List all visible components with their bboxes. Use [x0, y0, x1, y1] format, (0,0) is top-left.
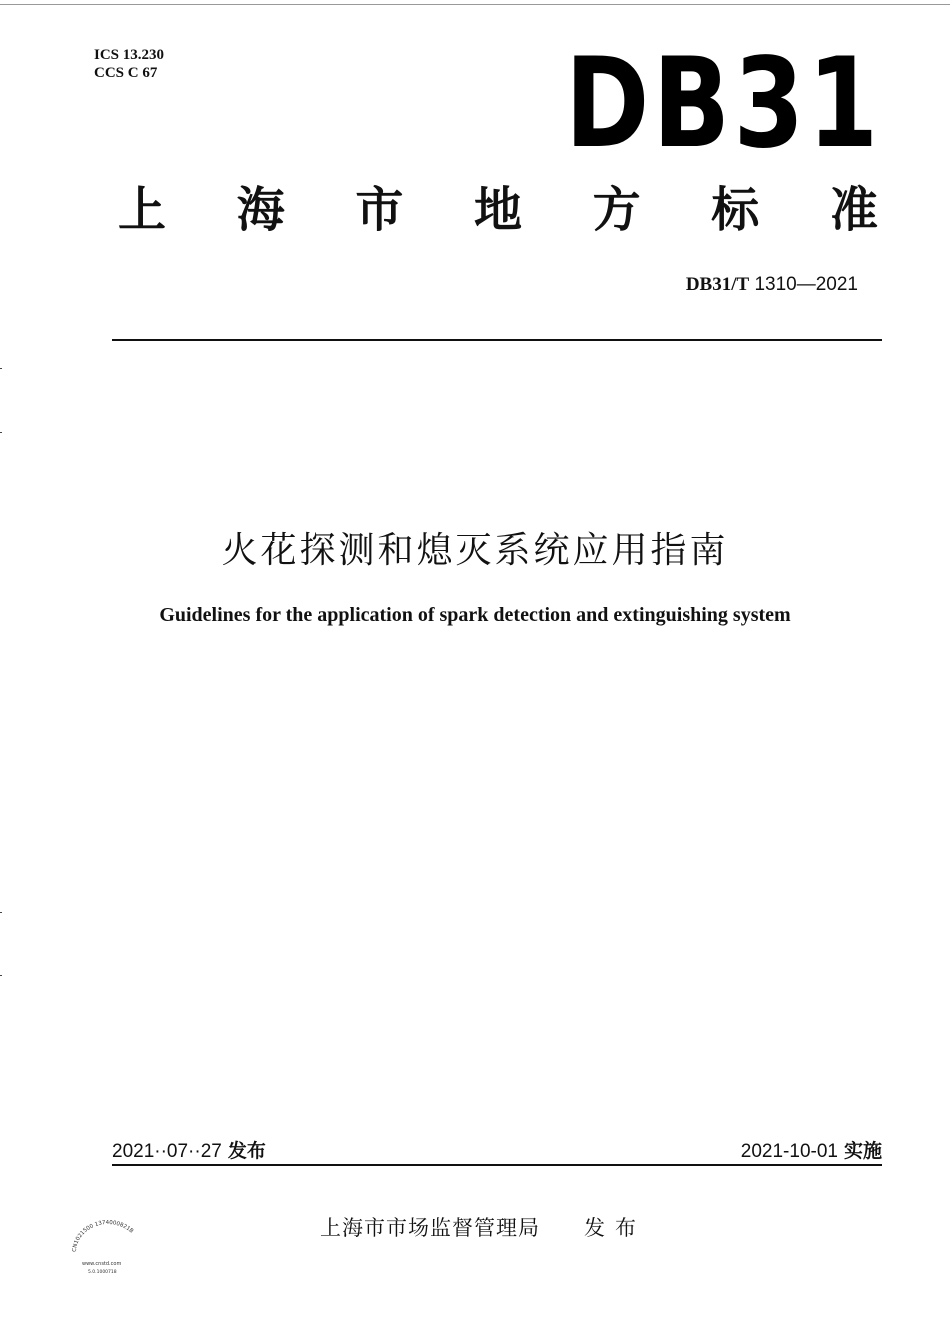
implementation-date-block [741, 1136, 882, 1163]
standard-type-heading [118, 180, 878, 240]
publisher-seal [68, 1218, 148, 1280]
footer-divider [112, 1164, 882, 1166]
classification-codes [94, 46, 164, 82]
ccs-code: CCS C 67 [94, 65, 158, 81]
margin-mark [0, 912, 2, 913]
issue-date: 2021··07··27 [112, 1141, 222, 1162]
standard-prefix: DB31/T [685, 274, 750, 295]
standard-number [686, 274, 858, 296]
standard-type-char: 准 [829, 182, 878, 238]
issue-label: 发布 [227, 1140, 266, 1162]
seal-center-text: www.cnstd.com [82, 1261, 122, 1267]
standard-type-char: 上 [118, 182, 167, 238]
issuer-block [320, 1212, 646, 1242]
standard-type-char: 海 [236, 182, 285, 238]
db31-logo: DB31 [565, 32, 882, 176]
standard-type-char: 地 [473, 182, 522, 238]
implementation-date: 2021-10-01 [740, 1141, 838, 1162]
margin-mark [0, 432, 2, 433]
implementation-label: 实施 [843, 1140, 882, 1162]
margin-mark [0, 975, 2, 976]
standard-type-char: 标 [711, 182, 760, 238]
top-edge-line [0, 4, 950, 5]
standard-serial: 1310—2021 [754, 274, 858, 295]
standard-type-char: 市 [355, 182, 404, 238]
seal-ring-text: CN1021500 1374000821B [71, 1219, 135, 1253]
issuer-name: 上海市市场监督管理局 [320, 1216, 540, 1240]
seal-code-text: 5.0.1000718 [88, 1270, 117, 1275]
issuer-label: 发布 [584, 1216, 646, 1240]
header-divider [112, 339, 882, 341]
svg-text:CN1021500 1374000821B [72, 1220, 134, 1252]
document-title-english: Guidelines for the application of spark detection and extinguishing system [159, 604, 791, 626]
standard-type-char: 方 [592, 182, 641, 238]
issue-date-block [112, 1136, 266, 1163]
document-title-chinese: 火花探测和熄灭系统应用指南 [221, 530, 729, 571]
ics-code: ICS 13.230 [94, 47, 165, 63]
margin-mark [0, 368, 2, 369]
